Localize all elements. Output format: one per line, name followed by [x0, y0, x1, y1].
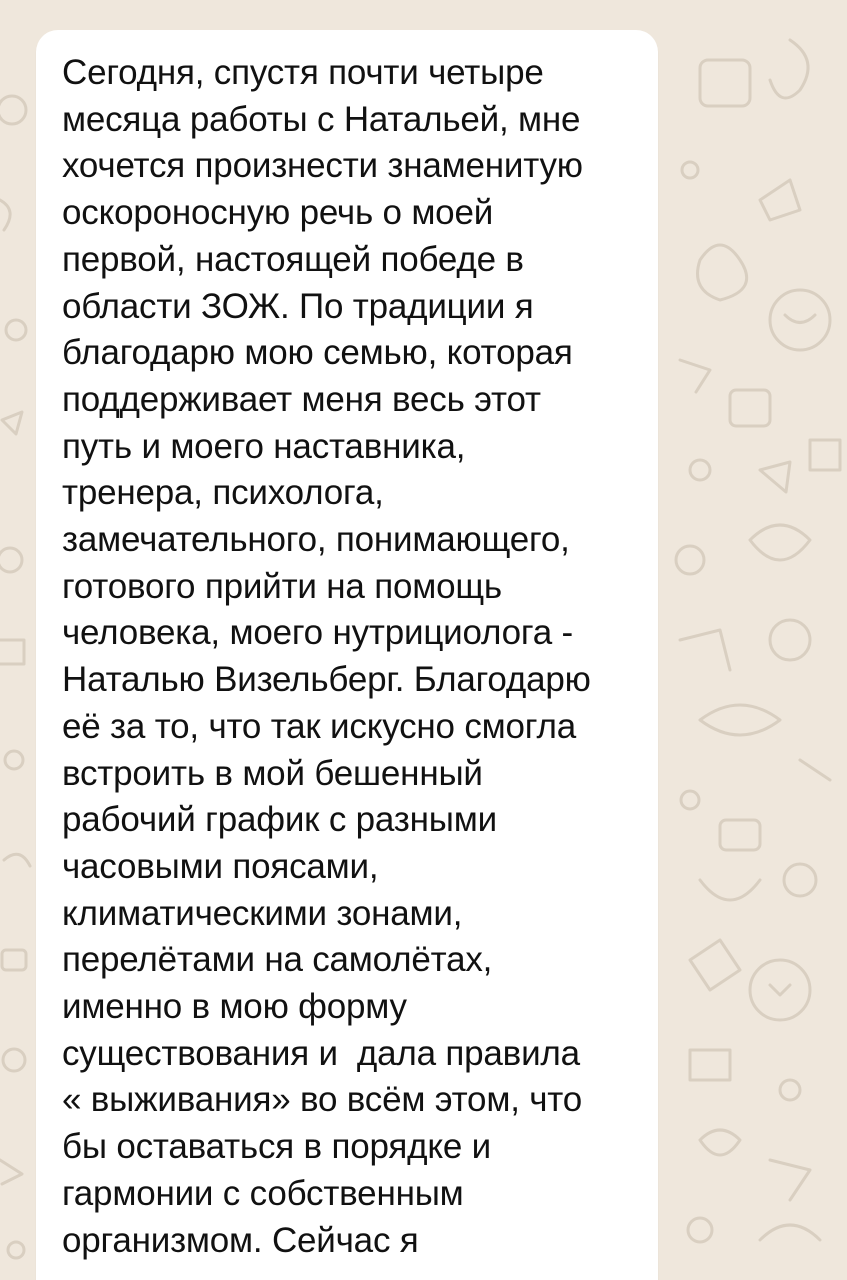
- message-line: перелётами на самолётах,: [62, 940, 493, 980]
- message-line: первой, настоящей победе в: [62, 239, 524, 279]
- message-line: месяца работы с Натальей, мне: [62, 99, 581, 139]
- message-line: часовыми поясами,: [62, 846, 379, 886]
- message-line: именно в мою форму: [62, 987, 407, 1027]
- message-line: встроить в мой бешенный: [62, 753, 483, 793]
- message-line: гармонии с собственным: [62, 1173, 464, 1213]
- message-line: благодарю мою семью, которая: [62, 333, 573, 373]
- message-bubble[interactable]: [36, 30, 658, 1280]
- message-line: климатическими зонами,: [62, 893, 463, 933]
- message-line: путь и моего наставника,: [62, 426, 466, 466]
- message-line: рабочий график с разными: [62, 800, 497, 840]
- message-line: Сегодня, спустя почти четыре: [62, 53, 544, 92]
- message-line: её за то, что так искусно смогла: [62, 706, 577, 746]
- message-line: оскороносную речь о моей: [62, 193, 494, 233]
- message-line: Наталью Визельберг. Благодарю: [62, 660, 591, 700]
- message-line: существования и дала правила: [62, 1033, 580, 1073]
- message-line: готового прийти на помощь: [62, 566, 502, 606]
- message-line: замечательного, понимающего,: [62, 520, 570, 560]
- message-line: человека, моего нутрициолога -: [62, 613, 573, 653]
- message-line: организмом. Сейчас я: [62, 1220, 419, 1260]
- message-line: области ЗОЖ. По традиции я: [62, 286, 534, 326]
- message-line: бы оставаться в порядке и: [62, 1127, 491, 1167]
- message-line: хочется произнести знаменитую: [62, 146, 583, 186]
- message-line: тренера, психолога,: [62, 473, 384, 513]
- message-line: поддерживает меня весь этот: [62, 379, 541, 419]
- message-line: « выживания» во всём этом, что: [62, 1080, 582, 1120]
- message-text: [62, 50, 634, 1264]
